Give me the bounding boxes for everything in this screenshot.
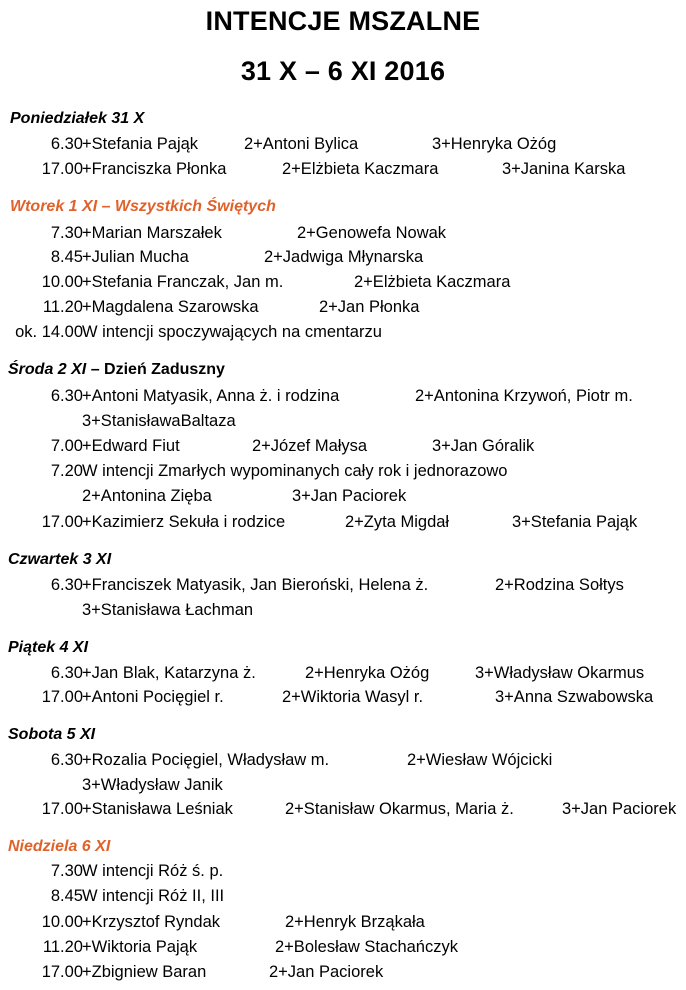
intention-entry: +Zbigniew Baran bbox=[82, 963, 207, 981]
intention-entry: 2+Zyta Migdał bbox=[345, 513, 450, 531]
intention-entry: +Rozalia Pocięgiel, Władysław m. bbox=[82, 751, 330, 769]
intention-entry: +Kazimierz Sekuła i rodzice bbox=[82, 513, 286, 531]
mass-time: 17.00 bbox=[41, 800, 83, 818]
mass-time: 17.00 bbox=[41, 688, 83, 706]
intention-entry: 2+Józef Małysa bbox=[252, 437, 368, 455]
intention-entry: 2+Elżbieta Kaczmara bbox=[282, 160, 439, 178]
intention-entry: 2+Elżbieta Kaczmara bbox=[354, 273, 511, 291]
intention-entry: 2+Stanisław Okarmus, Maria ż. bbox=[285, 800, 514, 818]
intention-entry: 2+Wiktoria Wasyl r. bbox=[282, 688, 424, 706]
intention-entry: +Stefania Franczak, Jan m. bbox=[82, 273, 284, 291]
intention-entry: 2+Wiesław Wójcicki bbox=[407, 751, 553, 769]
intention-entry: 3+Władysław Okarmus bbox=[475, 664, 645, 682]
mass-time: 10.00 bbox=[41, 273, 83, 291]
intention-entry: 3+Władysław Janik bbox=[82, 776, 223, 794]
day-name: Sobota 5 XI bbox=[8, 726, 96, 743]
intention-entry: +Krzysztof Ryndak bbox=[82, 913, 221, 931]
mass-time: 7.30 bbox=[50, 224, 83, 242]
intention-entry: 3+Jan Paciorek bbox=[292, 487, 407, 505]
day-header bbox=[8, 838, 110, 856]
day-name: Czwartek 3 XI bbox=[8, 551, 112, 568]
intention-entry: W intencji Róż ś. p. bbox=[82, 862, 224, 880]
intention-entry: W intencji Zmarłych wypominanych cały rok i jednorazowo bbox=[82, 462, 508, 480]
mass-time: 17.00 bbox=[41, 963, 83, 981]
mass-time: 17.00 bbox=[41, 160, 83, 178]
mass-time: 8.45 bbox=[50, 887, 83, 905]
day-header bbox=[10, 110, 144, 128]
intention-entry: 2+Jan Paciorek bbox=[269, 963, 384, 981]
day-name: Wtorek 1 XI – Wszystkich Świętych bbox=[10, 198, 276, 215]
mass-time: 11.20 bbox=[42, 298, 83, 316]
day-name: Piątek 4 XI bbox=[8, 639, 89, 656]
mass-time: 6.30 bbox=[50, 387, 83, 405]
day-subtitle: – Dzień Zaduszny bbox=[86, 361, 225, 378]
page-title: INTENCJE MSZALNE bbox=[205, 6, 481, 36]
intention-entry: 2+Bolesław Stachańczyk bbox=[275, 938, 458, 956]
intention-entry: +Franciszek Matyasik, Jan Bieroński, Helena ż. bbox=[82, 576, 429, 594]
mass-time: 6.30 bbox=[50, 751, 83, 769]
intention-entry: +Magdalena Szarowska bbox=[82, 298, 259, 316]
intention-entry: +Stanisława Leśniak bbox=[82, 800, 233, 818]
day-header bbox=[8, 639, 88, 657]
intention-entry: +Julian Mucha bbox=[82, 248, 189, 266]
day-name: Niedziela 6 XI bbox=[8, 838, 111, 855]
intention-entry: +Marian Marszałek bbox=[82, 224, 222, 242]
mass-time: ok. 14.00 bbox=[15, 323, 83, 341]
intention-entry: 3+Janina Karska bbox=[502, 160, 626, 178]
intention-entry: +Stefania Pająk bbox=[82, 135, 199, 153]
intention-entry: W intencji Róż II, III bbox=[82, 887, 225, 905]
mass-time: 7.20 bbox=[50, 462, 83, 480]
intention-entry: 2+Antonina Zięba bbox=[82, 487, 212, 505]
intention-entry: 3+Stanisława Łachman bbox=[82, 601, 254, 619]
intention-entry: 2+Rodzina Sołtys bbox=[495, 576, 624, 594]
intention-entry: +Jan Blak, Katarzyna ż. bbox=[82, 664, 256, 682]
intention-entry: +Franciszka Płonka bbox=[82, 160, 227, 178]
intention-entry: +Antoni Pocięgiel r. bbox=[82, 688, 224, 706]
mass-time: 11.20 bbox=[42, 938, 83, 956]
intention-entry: 2+Henryka Ożóg bbox=[305, 664, 430, 682]
mass-time: 8.45 bbox=[50, 248, 83, 266]
mass-time: 7.00 bbox=[50, 437, 83, 455]
intention-entry: +Wiktoria Pająk bbox=[82, 938, 198, 956]
day-name: Środa 2 XI bbox=[8, 361, 87, 378]
mass-time: 6.30 bbox=[50, 664, 83, 682]
intention-entry: 3+Jan Góralik bbox=[432, 437, 535, 455]
intention-entry: 2+Antonina Krzywoń, Piotr m. bbox=[415, 387, 633, 405]
day-header bbox=[8, 551, 111, 569]
intention-entry: 2+Henryk Brząkała bbox=[285, 913, 425, 931]
intention-entry: 3+StanisławaBaltaza bbox=[82, 412, 236, 430]
intention-entry: 3+Jan Paciorek bbox=[562, 800, 677, 818]
date-range: 31 X – 6 XI 2016 bbox=[240, 56, 446, 86]
intention-entry: 2+Genowefa Nowak bbox=[297, 224, 447, 242]
intention-entry: 3+Anna Szwabowska bbox=[495, 688, 654, 706]
mass-time: 10.00 bbox=[41, 913, 83, 931]
day-header bbox=[8, 361, 225, 379]
day-header bbox=[10, 198, 276, 216]
intention-entry: 2+Jadwiga Młynarska bbox=[264, 248, 424, 266]
intention-entry: 2+Jan Płonka bbox=[319, 298, 420, 316]
day-name: Poniedziałek 31 X bbox=[10, 110, 145, 127]
intention-entry: 3+Henryka Ożóg bbox=[432, 135, 557, 153]
intention-entry: +Edward Fiut bbox=[82, 437, 180, 455]
intention-entry: +Antoni Matyasik, Anna ż. i rodzina bbox=[82, 387, 340, 405]
intention-entry: 2+Antoni Bylica bbox=[244, 135, 359, 153]
mass-time: 7.30 bbox=[50, 862, 83, 880]
mass-time: 17.00 bbox=[41, 513, 83, 531]
intention-entry: W intencji spoczywających na cmentarzu bbox=[82, 323, 382, 341]
intention-entry: 3+Stefania Pająk bbox=[512, 513, 638, 531]
mass-time: 6.30 bbox=[50, 135, 83, 153]
mass-time: 6.30 bbox=[50, 576, 83, 594]
day-header bbox=[8, 726, 95, 744]
